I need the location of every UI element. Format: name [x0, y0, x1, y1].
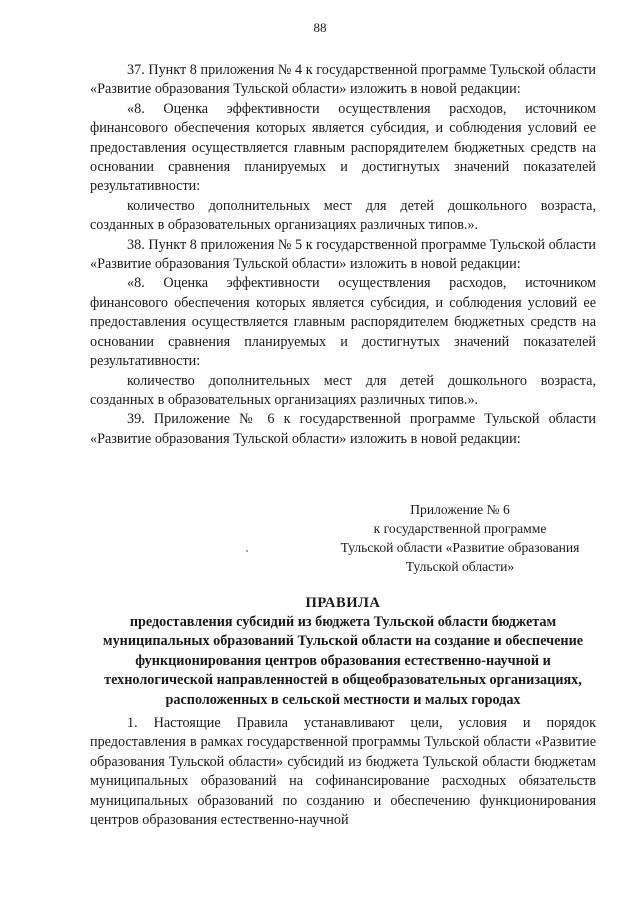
rules-heading [90, 594, 596, 710]
indicator-appendix-5: количество дополнительных мест для детей дошкольного возраста, созданных в образовательных организациях различных типов.». [90, 372, 596, 408]
scan-speck [246, 550, 248, 552]
appendix-number: Приложение № 6 [410, 502, 510, 517]
paragraph-38: 38. Пункт 8 приложения № 5 к государственной программе Тульской области «Развитие образования Тульской области» изложить в новой редакции: [90, 236, 596, 273]
rules-paragraph-1: 1. Настоящие Правила устанавливают цели, условия и порядок предоставления в рамках государственной программы Тульской области «Развитие образования Тульской области» субсидий из бюджета Тульской области бюджетам муниципальных образований на софинансирование расходных обязательств муниципальных образований по созданию и обеспечению функционирования центров образования естественно-научной [90, 715, 596, 829]
paragraph-37: 37. Пункт 8 приложения № 4 к государственной программе Тульской области «Развитие образования Тульской области» изложить в новой редакции: [90, 62, 596, 98]
appendix-header [300, 500, 620, 576]
page-number: 88 [313, 20, 327, 35]
appendix-program: к государственной программе [373, 521, 547, 536]
rules-subtitle: предоставления субсидий из бюджета Тульской области бюджетам муниципальных образований Тульской области на создание и обеспечение функционирования центров образования естественно-научной и технологической направленностей в общеобразовательных организациях, расположенных в сельской местности и малых городах [102, 614, 584, 708]
paragraph-39: 39. Приложение № 6 к государственной программе Тульской области «Развитие образования Тульской области» изложить в новой редакции: [90, 411, 596, 447]
rules-title: ПРАВИЛА [305, 595, 381, 611]
rules-body [90, 714, 596, 830]
amendments-section [90, 61, 596, 449]
quoted-clause-8-appendix-5: «8. Оценка эффективности осуществления расходов, источником финансового обеспечения которых является субсидия, и соблюдения условий ее предоставления осуществляется главным распорядителем бюджетных средств на основании сравнения планируемых и достигнутых значений показателей результативности: [90, 275, 596, 370]
indicator-appendix-4: количество дополнительных мест для детей дошкольного возраста, созданных в образовательных организациях различных типов.». [90, 197, 596, 234]
quoted-clause-8-appendix-4: «8. Оценка эффективности осуществления расходов, источником финансового обеспечения которых является субсидия, и соблюдения условий ее предоставления осуществляется главным распорядителем бюджетных средств на основании сравнения планируемых и достигнутых значений показателей результативности: [90, 100, 596, 195]
appendix-program-name-1: Тульской области «Развитие образования [340, 540, 580, 555]
appendix-program-name-2: Тульской области» [405, 559, 515, 574]
